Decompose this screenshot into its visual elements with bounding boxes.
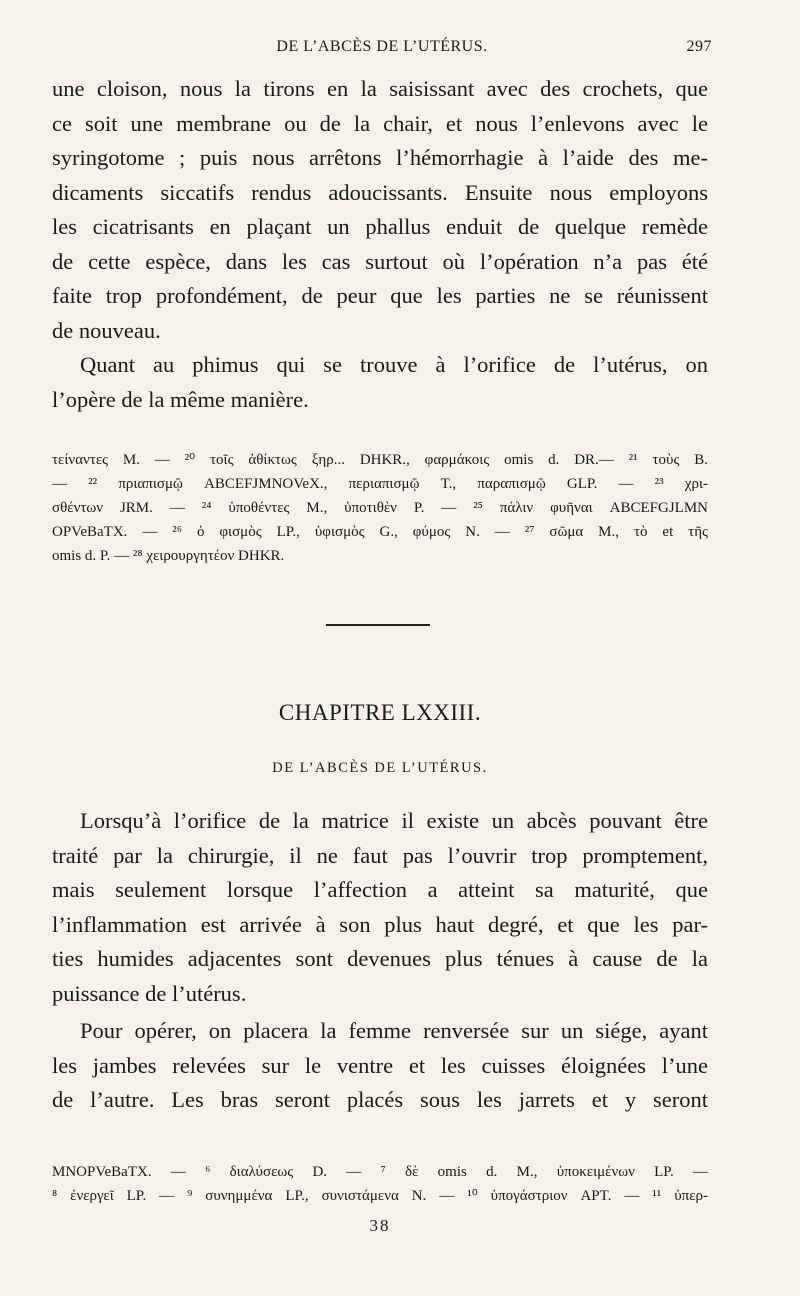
note-line: τείναντες M. — ²⁰ τοῖς ἀθίκτως ξηρ... DHKR., φαρμάκοις omis d. DR.— ²¹ τοὺς B. [52,452,708,468]
paragraph-continuation [52,72,708,348]
note-line: OPVeBaTX. — ²⁶ ὁ φισμὸς LP., ὑφισμὸς G., φύμος N. — ²⁷ σῶμα M., τὸ et τῆς [52,524,708,540]
text-line: Pour opérer, on placera la femme renversée sur un siége, ayant [80,1018,708,1043]
text-line: faite trop profondément, de peur que les parties ne se réunissent [52,283,708,308]
text-line: Quant au phimus qui se trouve à l’orifice de l’utérus, on [80,352,708,377]
text-line: les cicatrisants en plaçant un phallus enduit de quelque remède [52,214,708,239]
text-line: ties humides adjacentes sont devenues plus ténues à cause de la [52,946,708,971]
text-line: de l’autre. Les bras seront placés sous les jarrets et y seront [52,1087,708,1112]
text-line: syringotome ; puis nous arrêtons l’hémorrhagie à l’aide des me- [52,145,708,170]
running-head [52,38,712,60]
note-line: σθέντων JRM. — ²⁴ ὑποθέντες M., ὑποτιθὲν P. — ²⁵ πάλιν φυῆναι ABCEFGJLMN [52,500,708,516]
critical-apparatus-bottom [52,1160,708,1208]
note-line: — ²² πριαπισμῷ ABCEFJMNOVeX., περιαπισμῷ T., παραπισμῷ GLP. — ²³ χρι- [52,476,708,492]
text-line: de nouveau. [52,317,161,343]
text-line: mais seulement lorsque l’affection a atteint sa maturité, que [52,877,708,902]
text-line: l’inflammation est arrivée à son plus haut degré, et que les par- [52,911,708,937]
paragraph-abces [52,804,708,1011]
text-line: traité par la chirurgie, il ne faut pas l’ouvrir trop promptement, [52,842,708,868]
text-line: puissance de l’utérus. [52,980,247,1006]
chapter-title: CHAPITRE LXXIII. [278,700,482,725]
signature-mark: 38 [369,1216,391,1235]
chapter-subtitle: DE L’ABCÈS DE L’UTÉRUS. [272,760,488,776]
paragraph-operation [52,1014,708,1118]
page-number: 297 [686,38,712,55]
critical-apparatus-top [52,448,708,568]
text-line: dicaments siccatifs rendus adoucissants. Ensuite nous employons [52,179,708,205]
paragraph-phimus [52,348,708,417]
running-title: DE L’ABCÈS DE L’UTÉRUS. [276,38,488,55]
text-line: Lorsqu’à l’orifice de la matrice il existe un abcès pouvant être [80,808,708,833]
section-divider [326,624,430,626]
text-line: les jambes relevées sur le ventre et les cuisses éloignées l’une [52,1052,708,1078]
text-line: une cloison, nous la tirons en la saisissant avec des crochets, que [52,76,708,101]
note-line: MNOPVeBaTX. — ⁶ διαλύσεως D. — ⁷ δὲ omis d. M., ὑποκειμένων LP. — [52,1164,708,1180]
text-line: l’opère de la même manière. [52,386,309,412]
note-line: ⁸ ἐνεργεῖ LP. — ⁹ συνημμένα LP., συνιστάμενα N. — ¹⁰ ὑπογάστριον APT. — ¹¹ ὑπερ- [52,1188,708,1204]
text-line: ce soit une membrane ou de la chair, et nous l’enlevons avec le [52,110,708,136]
text-line: de cette espèce, dans les cas surtout où l’opération n’a pas été [52,248,708,274]
note-line: omis d. P. — ²⁸ χειρουργητέον DHKR. [52,548,285,564]
